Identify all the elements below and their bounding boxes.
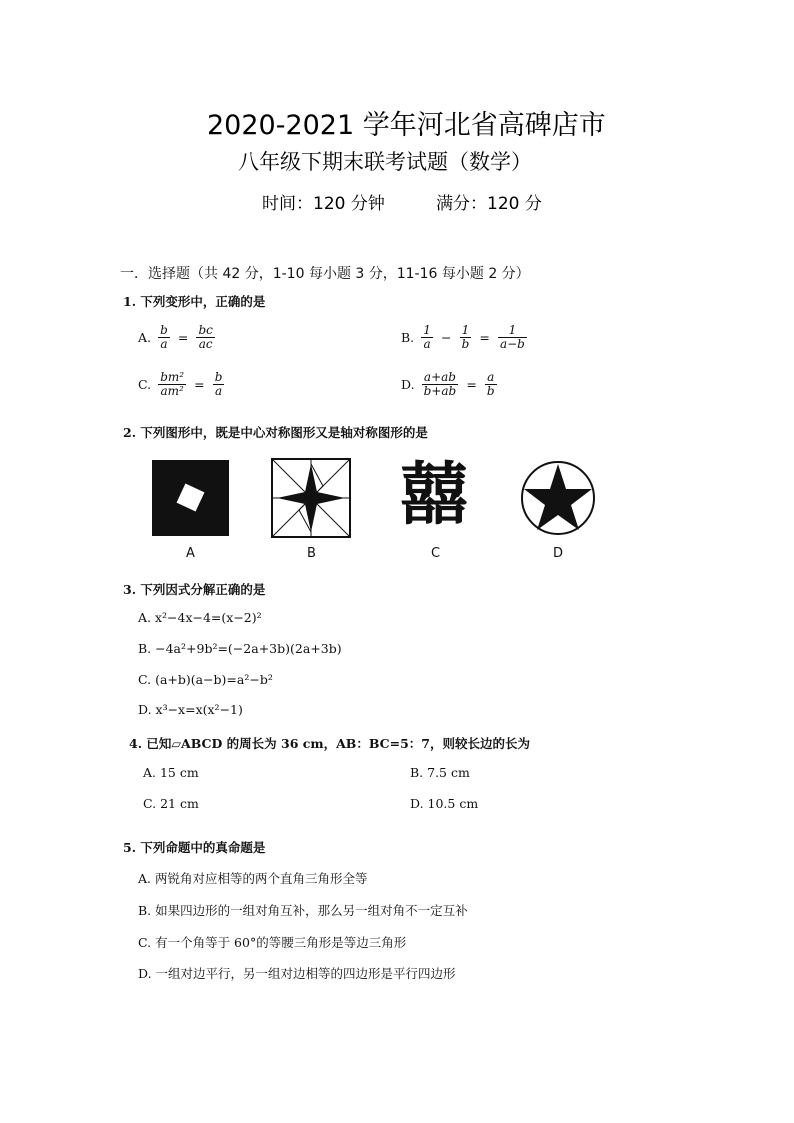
q1-option-c: C. $\frac{\text{bm²}}{\text{am²}}$ = $\frac{b}{a}$ (138, 370, 223, 398)
q5-option-d: D. 一组对边平行，另一组对边相等的四边形是平行四边形 (138, 966, 456, 981)
q4-option-d: D. 10.5 cm (410, 796, 479, 811)
q4-option-b: B. 7.5 cm (410, 765, 470, 780)
fraction: $\frac{a+ab}{b+ab}$ (423, 370, 457, 398)
q4-option-a: A. 15 cm (143, 765, 199, 780)
fraction: $\frac{1}{b}$ (461, 323, 470, 351)
q5-option-b: B. 如果四边形的一组对角互补，那么另一组对角不一定互补 (138, 903, 468, 918)
figure-b (271, 458, 351, 538)
fraction: $\frac{a}{b}$ (486, 370, 495, 398)
q2-stem: 2. 下列图形中，既是中心对称图形又是轴对称图形的是 (123, 425, 428, 440)
q3-stem: 3. 下列因式分解正确的是 (123, 582, 266, 597)
section-heading: 一．选择题（共 42 分，1-10 每小题 3 分，11-16 每小题 2 分） (120, 266, 530, 282)
q3-option-c: C. (a+b)(a−b)=a²−b² (138, 672, 273, 687)
q5-option-a: A. 两锐角对应相等的两个直角三角形全等 (138, 871, 368, 886)
figure-a-label: A (186, 546, 195, 561)
fraction: $\frac{b}{a}$ (214, 370, 223, 398)
q1-option-b: B. $\frac{1}{a}$ − $\frac{1}{b}$ = $\frac{1}{a-b}$ (401, 323, 525, 351)
fraction: $\frac{b}{a}$ (160, 323, 168, 351)
fraction: $\frac{1}{a}$ (423, 323, 431, 351)
exam-score: 满分：120 分 (436, 194, 542, 214)
figure-a (152, 460, 229, 536)
figure-d-label: D (553, 546, 564, 561)
figure-b-label: B (307, 546, 316, 561)
q3-option-b: B. −4a²+9b²=(−2a+3b)(2a+3b) (138, 641, 342, 656)
figure-c-label: C (431, 546, 441, 561)
exam-title: 2020-2021 学年河北省高碑店市 (207, 110, 606, 141)
figure-c-character: 囍 (400, 456, 469, 535)
q3-option-d: D. x³−x=x(x²−1) (138, 702, 243, 717)
figure-d (520, 460, 596, 536)
fraction: $\frac{bc}{ac}$ (198, 323, 213, 351)
q5-stem: 5. 下列命题中的真命题是 (123, 840, 266, 855)
exam-subtitle: 八年级下期末联考试题（数学） (238, 150, 532, 174)
q1-stem: 1. 下列变形中，正确的是 (123, 294, 266, 309)
q3-option-a: A. x²−4x−4=(x−2)² (138, 610, 262, 625)
q4-stem: 4. 已知▱ABCD 的周长为 36 cm，AB：BC=5：7，则较长边的长为 (129, 736, 530, 751)
q1-option-d: D. $\frac{a+ab}{b+ab}$ = $\frac{a}{b}$ (401, 370, 495, 398)
exam-time: 时间：120 分钟 (262, 194, 385, 214)
fraction: $\frac{\text{bm²}}{\text{am²}}$ (160, 370, 185, 398)
q4-option-c: C. 21 cm (143, 796, 199, 811)
q5-option-c: C. 有一个角等于 60°的等腰三角形是等边三角形 (138, 935, 407, 950)
q1-option-a: A. $\frac{b}{a}$ = $\frac{bc}{ac}$ (138, 323, 213, 351)
fraction: $\frac{1}{a-b}$ (499, 323, 525, 351)
